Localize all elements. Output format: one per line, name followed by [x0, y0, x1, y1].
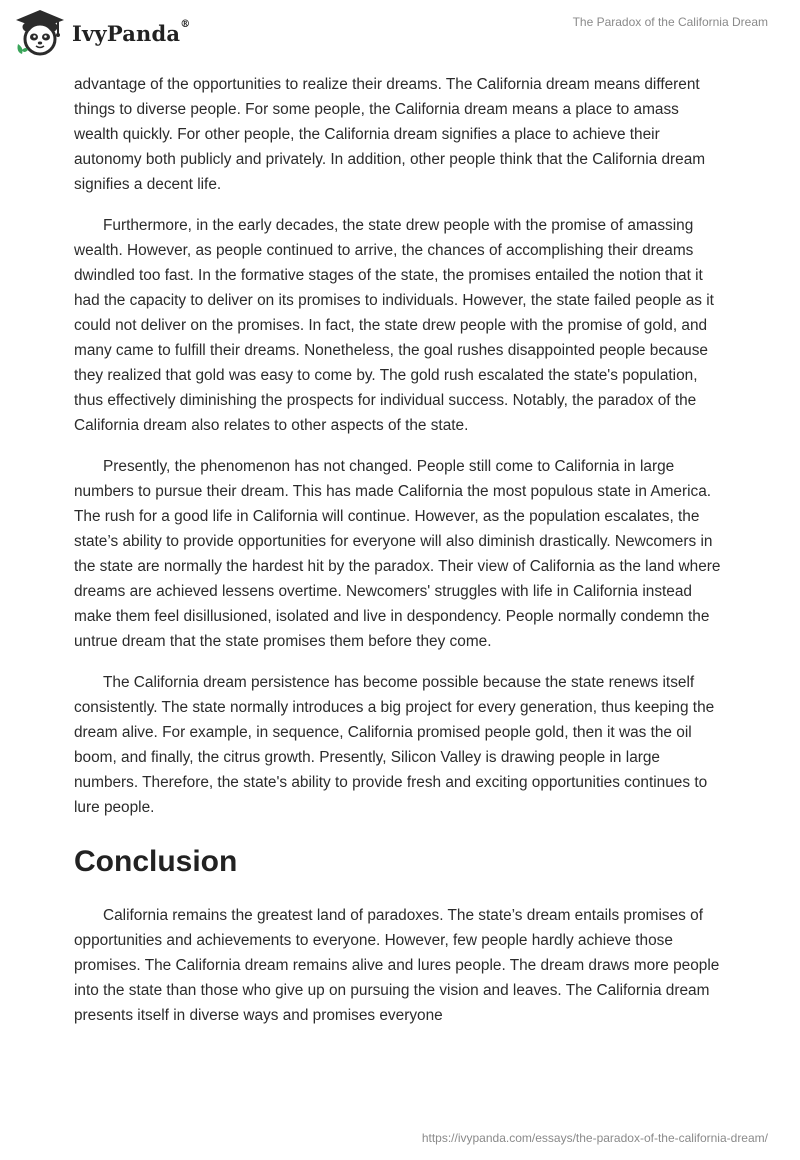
- essay-body: [74, 72, 726, 1044]
- paragraph-4: The California dream persistence has become possible because the state renews itself consistently. The state normally introduces a big project for every generation, thus keeping the dream alive. For example, in sequence, California promised people gold, then it was the oil boom, and finally, the citrus growth. Presently, Silicon Valley is drawing people in large numbers. Therefore, the state's ability to provide fresh and exciting opportunities continues to lure people.: [74, 674, 715, 816]
- paragraph-3: Presently, the phenomenon has not changed. People still come to California in large numbers to pursue their dream. This has made California the most populous state in America. The rush for a good life in California will continue. However, as the population escalates, the state’s ability to provide opportunities for everyone will also diminish drastically. Newcomers in the state are normally the hardest hit by the paradox. Their view of California as the land where dreams are achieved lessens overtime. Newcomers' struggles with life in California instead make them feel disillusioned, isolated and live in despondency. People normally condemn the untrue dream that the state promises them before they come.: [74, 458, 721, 650]
- paragraph-1: advantage of the opportunities to realize their dreams. The California dream means different things to diverse people. For some people, the California dream means a place to amass wealth quickly. For other people, the California dream signifies a place to achieve their autonomy both publicly and privately. In addition, other people think that the California dream signifies a decent life.: [74, 76, 706, 193]
- panda-logo-icon: [14, 8, 66, 58]
- conclusion-paragraph: California remains the greatest land of paradoxes. The state’s dream entails promises of opportunities and achievements to everyone. However, few people hardly achieve those promises. The California dream remains alive and lures people. The dream draws more people into the state than those who give up on pursuing the vision and leaves. The California dream presents itself in diverse ways and promises everyone: [74, 907, 720, 1024]
- paragraph-2: Furthermore, in the early decades, the state drew people with the promise of amassing wealth. However, as people continued to arrive, the chances of accomplishing their dreams dwindled too fast. In the formative stages of the state, the promises entailed the notion that it had the capacity to deliver on its promises to individuals. However, the state failed people as it could not deliver on the promises. In fact, the state drew people with the promise of gold, and many came to fulfill their dreams. Nonetheless, the goal rushes disappointed people because they realized that gold was easy to come by. The gold rush escalated the state's population, thus effectively diminishing the prospects for individual success. Notably, the paradox of the California dream also relates to other aspects of the state.: [74, 217, 714, 434]
- conclusion-heading: Conclusion: [74, 845, 238, 878]
- page-header: [0, 0, 800, 70]
- ivypanda-logo[interactable]: [14, 8, 190, 58]
- logo-text: IvyPanda®: [72, 18, 191, 46]
- document-title: The Paradox of the California Dream: [572, 15, 768, 29]
- source-url-link[interactable]: https://ivypanda.com/essays/the-paradox-of-the-california-dream/: [421, 1131, 768, 1145]
